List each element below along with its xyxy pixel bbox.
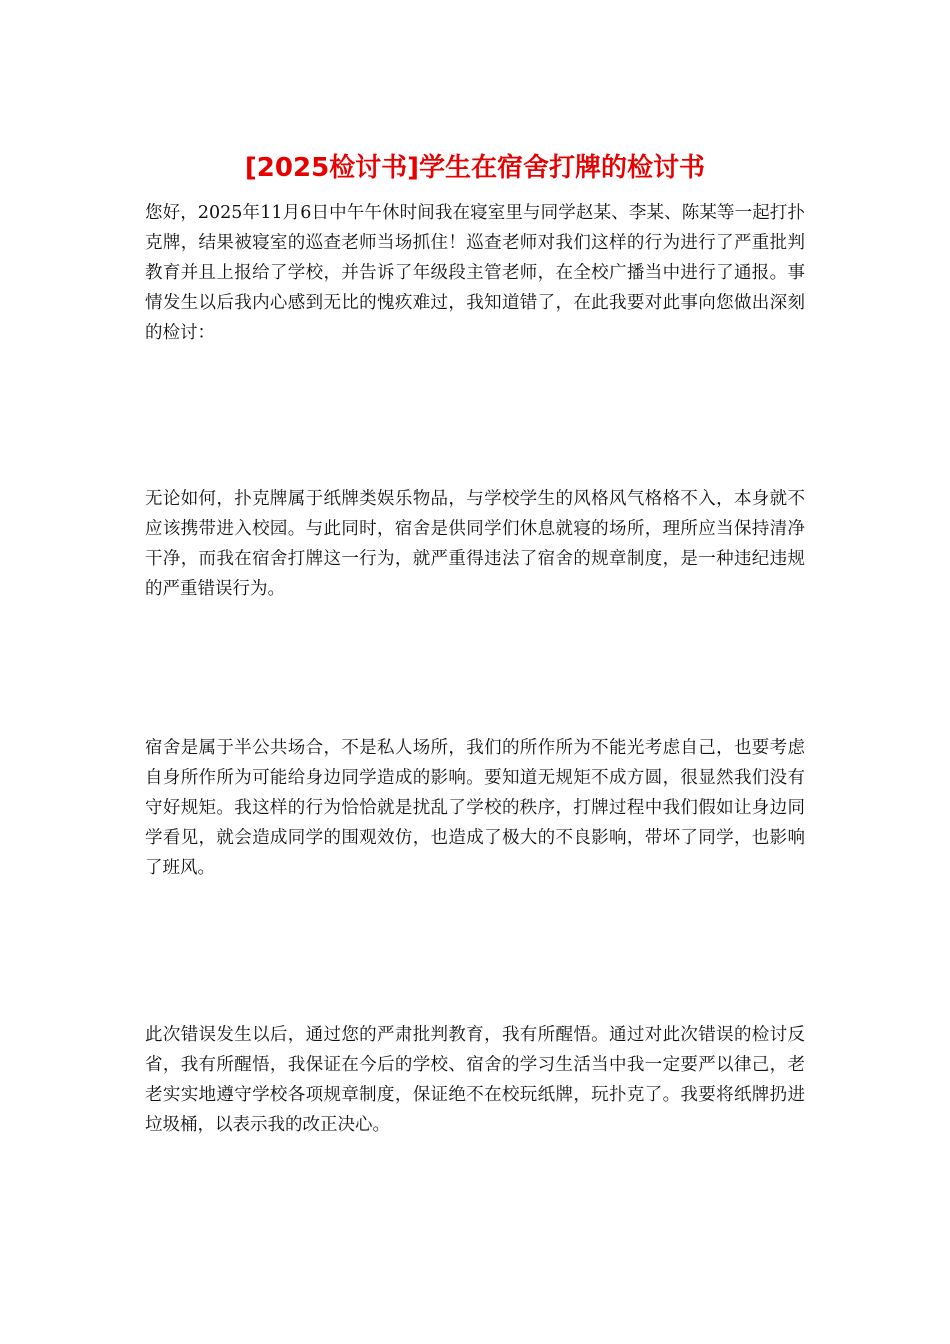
paragraph-4: 此次错误发生以后，通过您的严肃批判教育，我有所醒悟。通过对此次错误的检讨反省，我有所醒悟，我保证在今后的学校、宿舍的学习生活当中我一定要严以律己，老老实实地遵守学校各项规章制度，保证绝不在校玩纸牌，玩扑克了。我要将纸牌扔进垃圾桶，以表示我的改正决心。 xyxy=(145,1025,805,1135)
paragraph-2: 无论如何，扑克牌属于纸牌类娱乐物品，与学校学生的风格风气格格不入，本身就不应该携带进入校园。与此同时，宿舍是供同学们休息就寝的场所，理所应当保持清净干净，而我在宿舍打牌这一行为，就严重得违法了宿舍的规章制度，是一种违纪违规的严重错误行为。 xyxy=(145,489,805,599)
paragraph-1: 您好，2025年11月6日中午午休时间我在寝室里与同学赵某、李某、陈某等一起打扑克牌，结果被寝室的巡查老师当场抓住！巡查老师对我们这样的行为进行了严重批判教育并且上报给了学校，并告诉了年级段主管老师，在全校广播当中进行了通报。事情发生以后我内心感到无比的愧疚难过，我知道错了，在此我要对此事向您做出深刻的检讨： xyxy=(145,203,805,343)
paragraph-3: 宿舍是属于半公共场合，不是私人场所，我们的所作所为不能光考虑自己，也要考虑自身所作所为可能给身边同学造成的影响。要知道无规矩不成方圆，很显然我们没有守好规矩。我这样的行为恰恰就是扰乱了学校的秩序，打牌过程中我们假如让身边同学看见，就会造成同学的围观效仿，也造成了极大的不良影响，带坏了同学，也影响了班风。 xyxy=(145,738,805,878)
document-title: [2025检讨书]学生在宿舍打牌的检讨书 xyxy=(244,153,706,183)
